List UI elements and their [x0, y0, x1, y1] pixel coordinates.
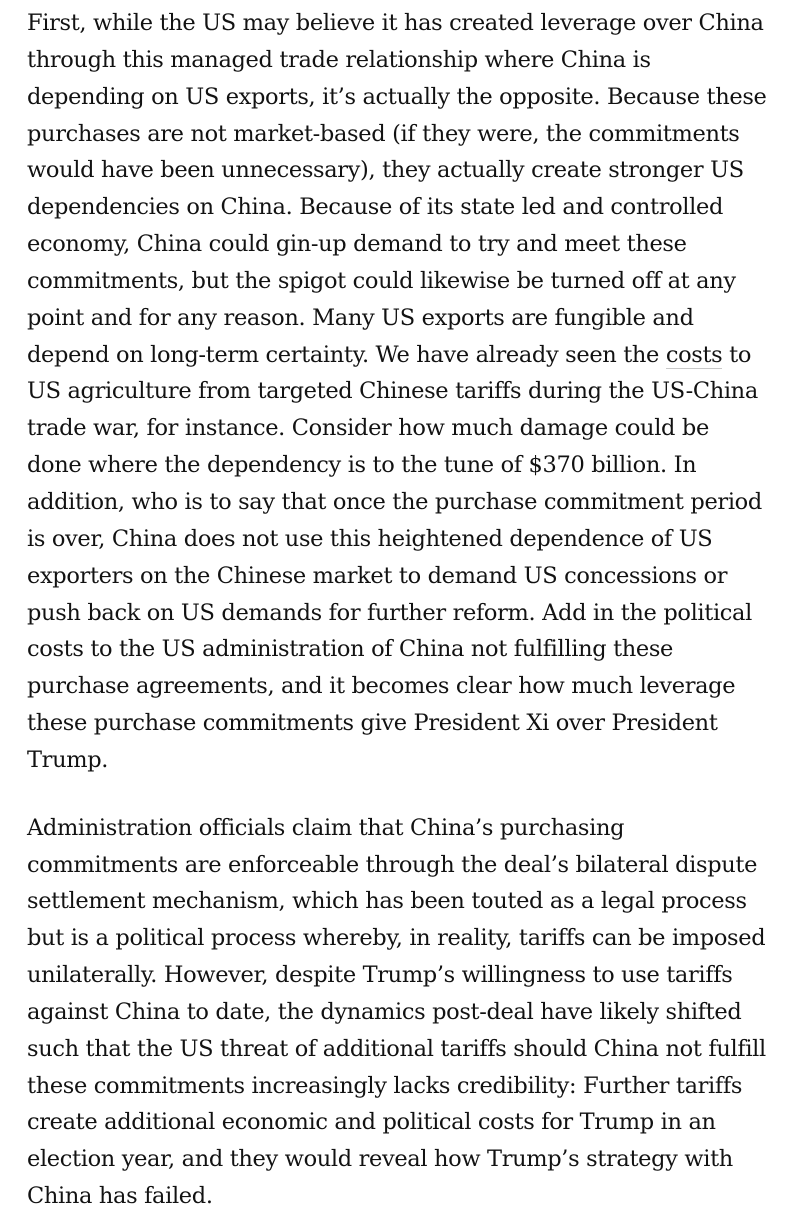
article-paragraph: Administration officials claim that China’s purchasing commitments are enforceable through the deal’s bilateral dispute settlement mechanism, which has been touted as a legal process but is a political process whereby, in reality, tariffs can be imposed unilaterally. However, despite Trump’s willingness to use tariffs against China to date, the dynamics post-deal have likely shifted such that the US threat of additional tariffs should China not fulfill these commitments increasingly lacks credibility: Further tariffs create additional economic and political costs for Trump in an election year, and they would reveal how Trump’s strategy with China has failed.	[27, 814, 766, 1210]
paragraph-text: to US agriculture from targeted Chinese tariffs during the US-China trade war, for instance. Consider how much damage could be done where the dependency is to the tune of $370 billion. In addition, who is to say that once the purchase commitment period is over, China does not use this heightened dependence of US exporters on the Chinese market to demand US concessions or push back on US demands for further reform. Add in the political costs to the US administration of China not fulfilling these purchase agreements, and it becomes clear how much leverage these purchase commitments give President Xi over President Trump.	[27, 341, 762, 773]
paragraph-text: First, while the US may believe it has created leverage over China through this managed trade relationship where China is depending on US exports, it’s actually the opposite. Because these purchases are not market-based (if they were, the commitments would have been unnecessary), they actually create stronger US dependencies on China. Because of its state led and controlled economy, China could gin-up demand to try and meet these commitments, but the spigot could likewise be turned off at any point and for any reason. Many US exports are fungible and depend on long-term certainty. We have already seen the	[27, 10, 767, 368]
costs-link[interactable]: costs	[665, 341, 723, 368]
article-paragraph	[27, 5, 768, 779]
